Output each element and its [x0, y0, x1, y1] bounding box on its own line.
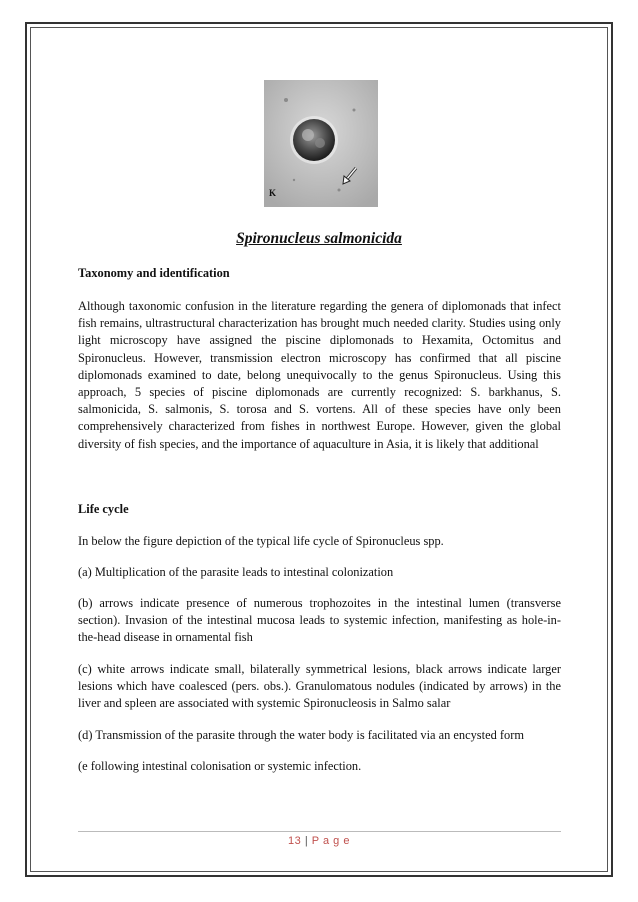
micrograph-figure [264, 80, 378, 207]
page-label: P a g e [311, 835, 350, 847]
footer-separator: | [304, 835, 309, 847]
taxonomy-paragraph: Although taxonomic confusion in the literature regarding the genera of diplomonads that infect fish remains, ultrastructural characterization has brought much needed clarity. Studies using only light microscopy have assigned the piscine diplomonads to Hexamita, Octomitus and Spironucleus. However, transmission electron microscopy has confirmed that all piscine diplomonads examined to date, belong unequivocally to the genus Spironucleus. Using this approach, 5 species of piscine diplomonads are currently recognized: S. barkhanus, S. salmonicida, S. salmonis, S. torosa and S. vortens. All of these species have only been comprehensively characterized from fishes in northwest Europe. However, given the global diversity of fish species, and the importance of aquaculture in Asia, it is likely that additional [78, 299, 561, 451]
lifecycle-item-b: (b) arrows indicate presence of numerous trophozoites in the intestinal lumen (transverse section). Invasion of the intestinal mucosa leads to systemic infection, manifesting as hole-in-the-head disease in ornamental fish [78, 596, 561, 645]
lifecycle-intro: In below the figure depiction of the typical life cycle of Spironucleus spp. [78, 534, 444, 548]
lifecycle-heading: Life cycle [78, 502, 129, 516]
page-footer [0, 835, 638, 847]
footer-divider [78, 831, 561, 832]
page-number: 13 [288, 835, 302, 847]
figure-label: K [269, 188, 277, 198]
lifecycle-item-c: (c) white arrows indicate small, bilaterally symmetrical lesions, black arrows indicate larger lesions which have coalesced (pers. obs.). Granulomatous nodules (indicated by arrows) in the liver and spleen are associated with systemic Spironucleosis in Salmo salar [78, 662, 561, 711]
page-title: Spironucleus salmonicida [236, 230, 402, 247]
lifecycle-item-a: (a) Multiplication of the parasite leads to intestinal colonization [78, 565, 394, 579]
lifecycle-item-e: (e following intestinal colonisation or systemic infection. [78, 759, 362, 773]
taxonomy-heading: Taxonomy and identification [78, 266, 230, 280]
lifecycle-item-d: (d) Transmission of the parasite through the water body is facilitated via an encysted form [78, 728, 524, 742]
